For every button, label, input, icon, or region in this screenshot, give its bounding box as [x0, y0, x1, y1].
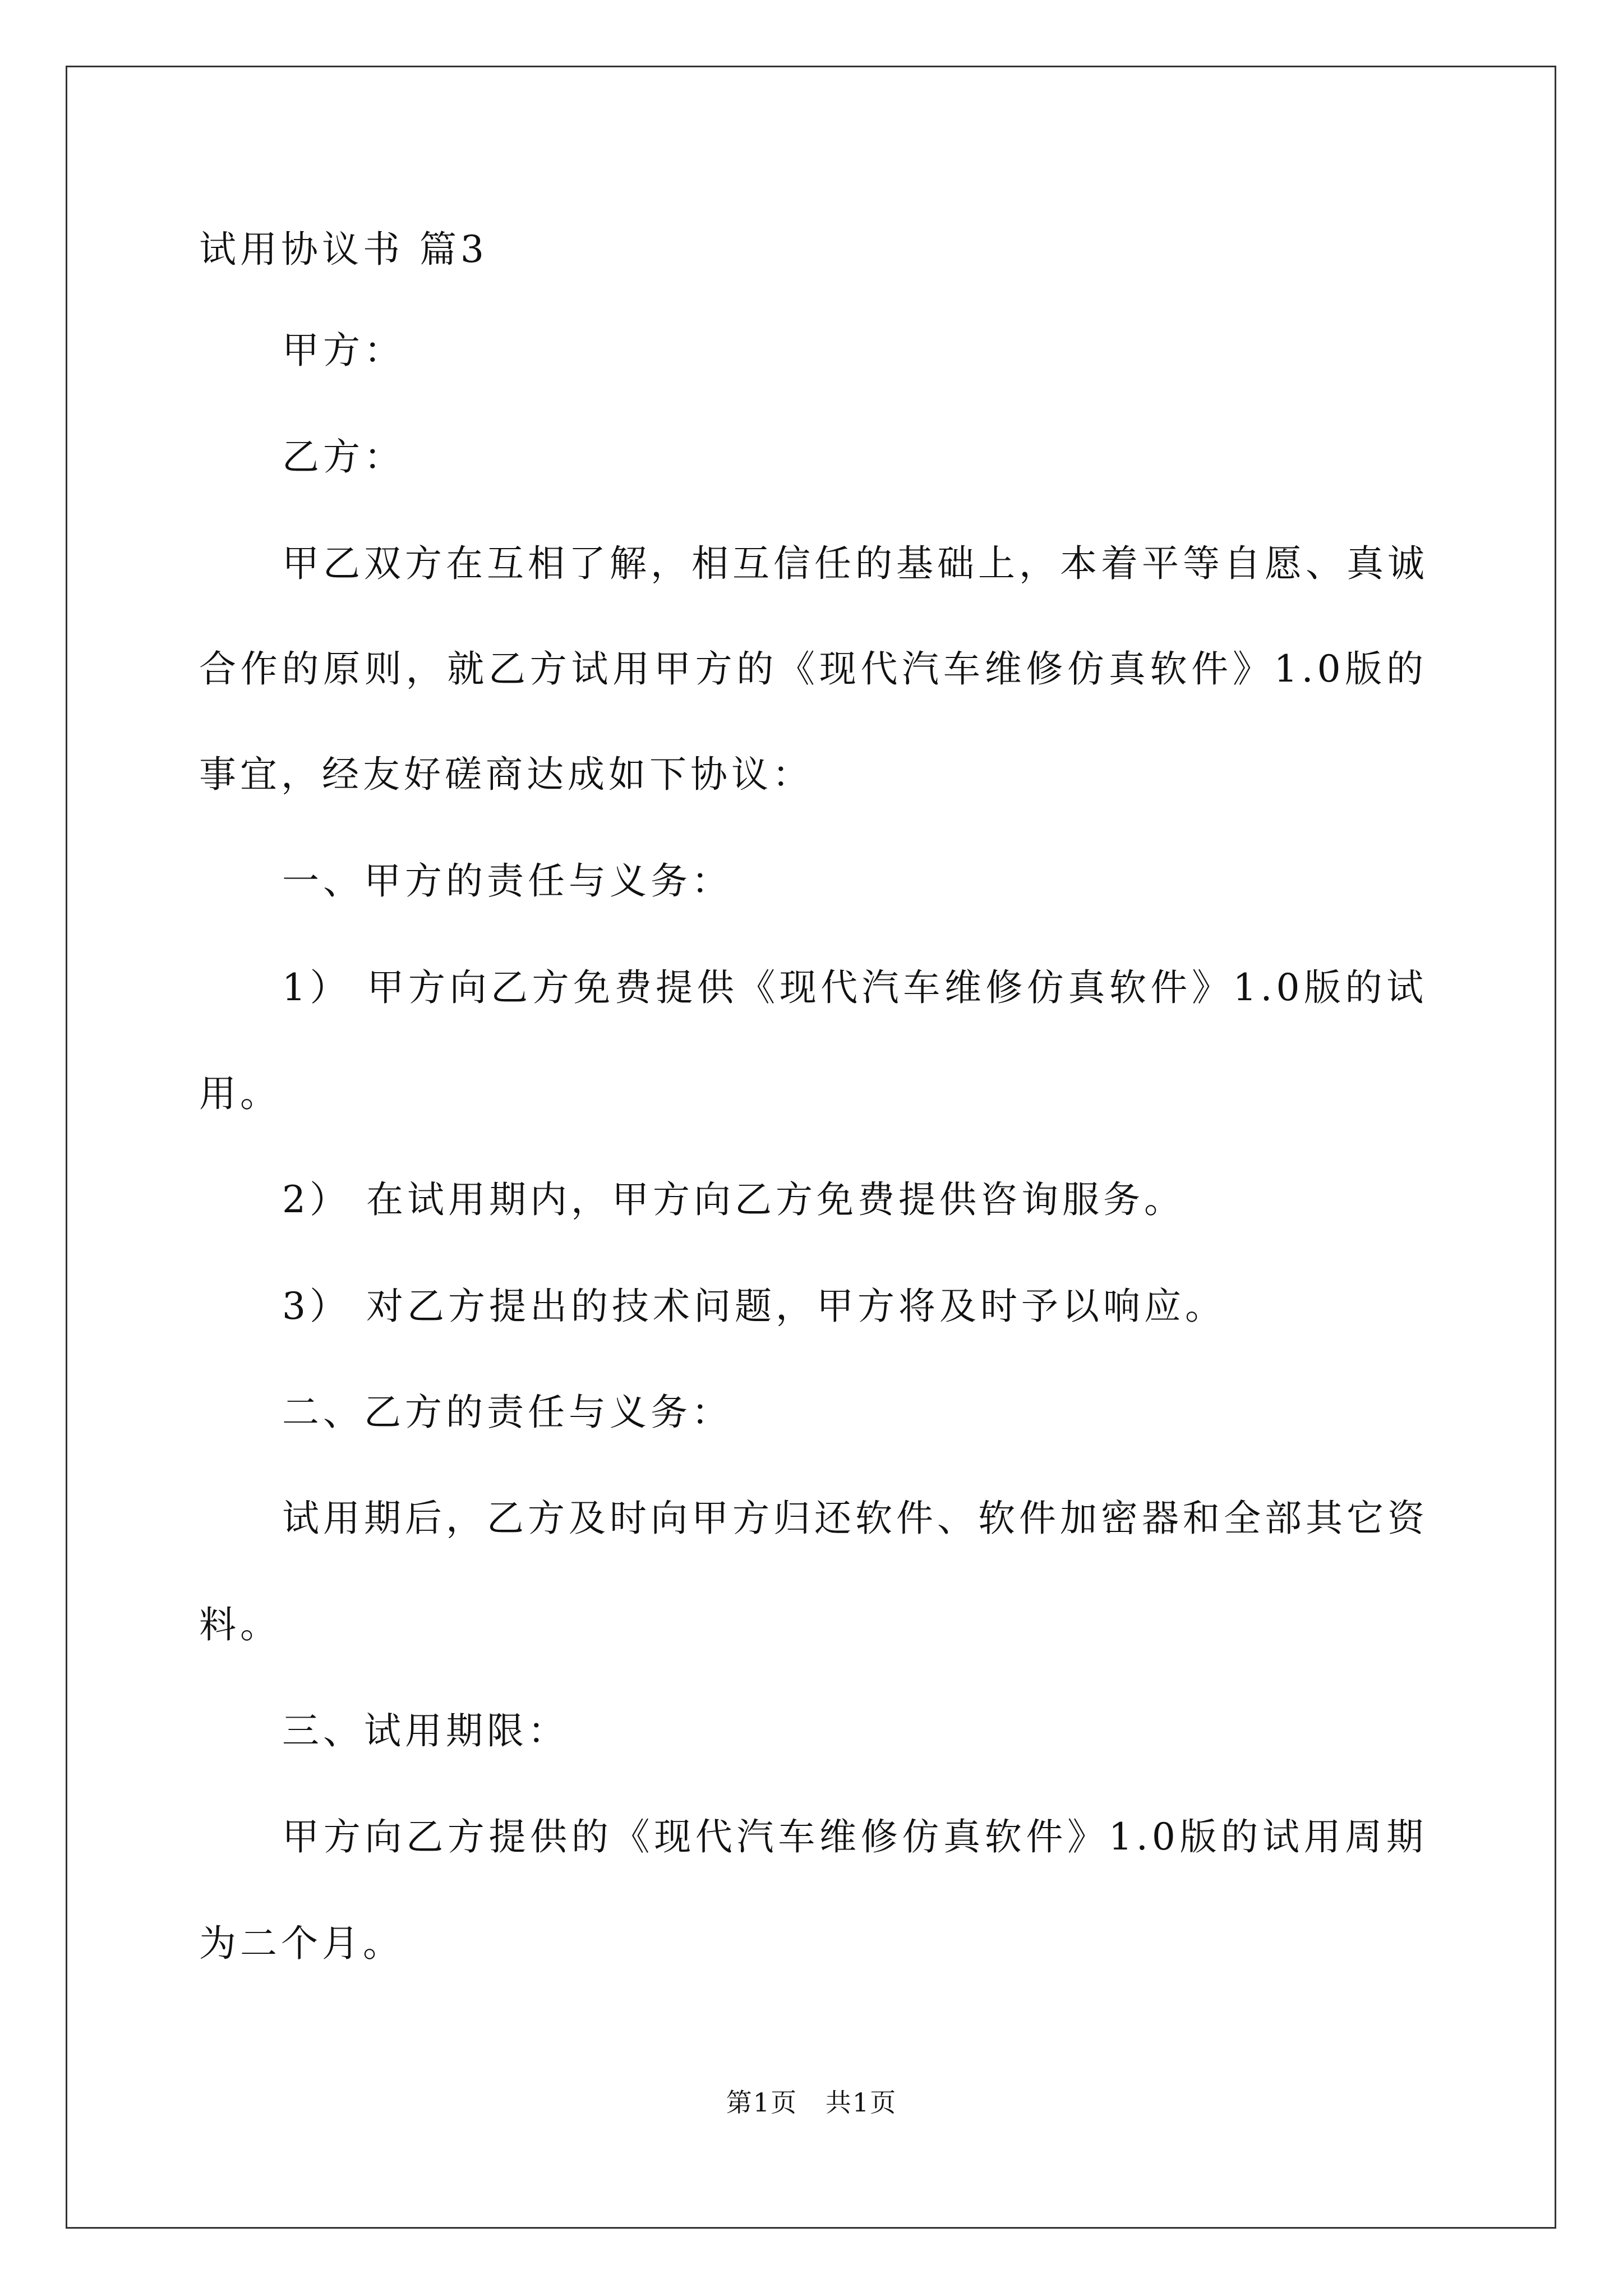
document-title: 试用协议书 篇3: [199, 228, 488, 271]
section-2-heading: 二、乙方的责任与义务：: [282, 1391, 732, 1434]
page-number-footer: 第1页 共1页: [726, 2087, 897, 2118]
section-2-body-line-2: 料。: [199, 1603, 281, 1646]
intro-paragraph-line-2: 合作的原则，就乙方试用甲方的《现代汽车维修仿真软件》1.0版的: [199, 647, 1427, 691]
section-1-item-1-line-1: 1） 甲方向乙方免费提供《现代汽车维修仿真软件》1.0版的试: [282, 966, 1427, 1009]
section-1-item-2: 2） 在试用期内，甲方向乙方免费提供咨询服务。: [282, 1178, 1185, 1221]
intro-paragraph-line-1: 甲乙双方在互相了解，相互信任的基础上，本着平等自愿、真诚: [282, 542, 1428, 585]
section-3-body-line-1: 甲方向乙方提供的《现代汽车维修仿真软件》1.0版的试用周期: [282, 1815, 1427, 1858]
section-1-item-1-line-2: 用。: [199, 1072, 281, 1115]
section-1-heading: 一、甲方的责任与义务：: [282, 859, 732, 903]
section-2-body-line-1: 试用期后，乙方及时向甲方归还软件、软件加密器和全部其它资: [282, 1497, 1428, 1540]
party-a-label: 甲方：: [282, 329, 405, 372]
party-b-label: 乙方：: [282, 435, 405, 478]
page-border: [66, 66, 1556, 2229]
section-3-heading: 三、试用期限：: [282, 1709, 569, 1752]
section-1-item-3: 3） 对乙方提出的技术问题，甲方将及时予以响应。: [282, 1285, 1226, 1328]
intro-paragraph-line-3: 事宜，经友好磋商达成如下协议：: [199, 753, 813, 796]
section-3-body-line-2: 为二个月。: [199, 1922, 404, 1965]
